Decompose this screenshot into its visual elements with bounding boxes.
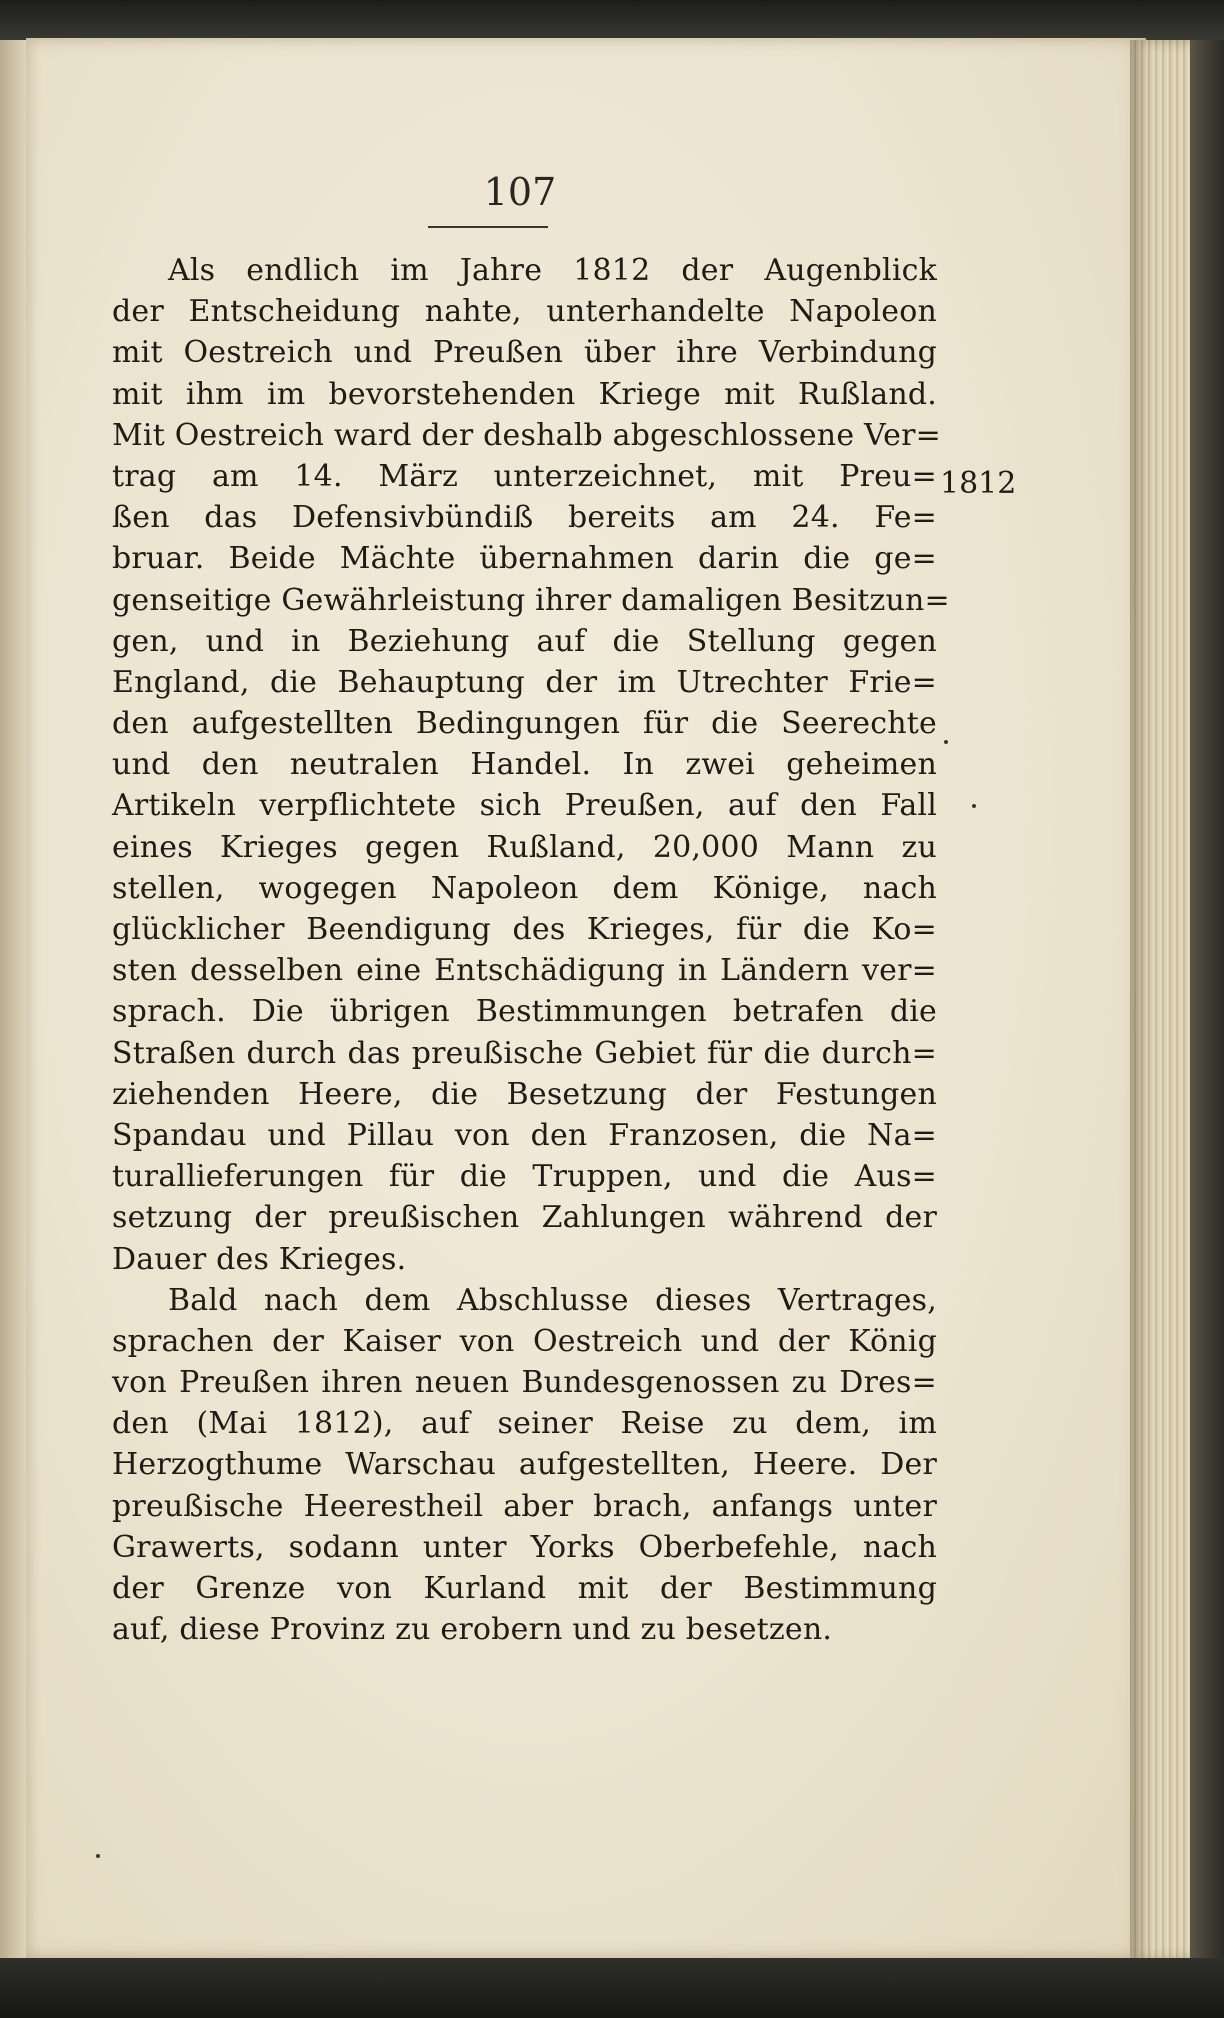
text-line: mit ihm im bevorstehenden Kriege mit Rußland. (112, 376, 937, 412)
text-line: Grawerts, sodann unter Yorks Oberbefehle, nach (112, 1529, 937, 1565)
text-line: preußische Heerestheil aber brach, anfangs unter (112, 1488, 937, 1524)
text-line: den aufgestellten Bedingungen für die Seerechte (112, 706, 937, 742)
text-line: Straßen durch das preußische Gebiet für die durch= (112, 1035, 937, 1071)
text-line: gen, und in Beziehung auf die Stellung gegen (112, 623, 937, 659)
body-text (112, 250, 950, 1650)
text-line: von Preußen ihren neuen Bundesgenossen zu Dres= (112, 1365, 937, 1401)
scan-top-edge (0, 0, 1224, 42)
text-line: Bald nach dem Abschlusse dieses Vertrages, (168, 1282, 937, 1318)
text-line: Als endlich im Jahre 1812 der Augenblick (168, 253, 937, 288)
text-line: Artikeln verpflichtete sich Preußen, auf den Fall (112, 788, 937, 824)
text-line: auf, diese Provinz zu erobern und zu besetzen. (112, 1612, 833, 1648)
scan-bottom-edge (0, 1958, 1224, 2018)
text-line: ßen das Defensivbündiß bereits am 24. Fe= (112, 500, 937, 536)
text-line: den (Mai 1812), auf seiner Reise zu dem, im (112, 1406, 937, 1442)
text-line: trag am 14. März unterzeichnet, mit Preu= (112, 458, 937, 494)
header-rule (428, 226, 548, 228)
paper-speck (972, 804, 976, 808)
text-line: sten desselben eine Entschädigung in Ländern ver= (112, 953, 937, 989)
text-line: Mit Oestreich ward der deshalb abgeschlossene Ver= (112, 417, 941, 453)
book-cover-edge (1190, 40, 1224, 1960)
text-line: bruar. Beide Mächte übernahmen darin die ge= (112, 541, 937, 577)
text-line: genseitige Gewährleistung ihrer damaligen Besitzun= (112, 582, 950, 618)
text-line: mit Oestreich und Preußen über ihre Verbindung (112, 335, 937, 371)
left-page-edge (0, 40, 28, 1970)
text-line: setzung der preußischen Zahlungen während der (112, 1200, 937, 1236)
text-line: stellen, wogegen Napoleon dem Könige, nach (112, 870, 937, 906)
text-line: Herzogthume Warschau aufgestellten, Heere. Der (112, 1447, 937, 1483)
paper-speck (944, 740, 948, 744)
text-line: sprachen der Kaiser von Oestreich und der König (112, 1323, 937, 1359)
text-line: eines Krieges gegen Rußland, 20,000 Mann zu (112, 829, 937, 865)
paper-speck (96, 1854, 100, 1858)
text-line: England, die Behauptung der im Utrechter Frie= (112, 664, 937, 700)
text-line: glücklicher Beendigung des Krieges, für die Ko= (112, 912, 937, 947)
page-number: 107 (483, 170, 557, 214)
text-line: der Entscheidung nahte, unterhandelte Napoleon (112, 294, 937, 330)
margin-year-note: 1812 (940, 466, 1017, 501)
text-line: turallieferungen für die Truppen, und die Aus= (112, 1159, 937, 1195)
text-line: der Grenze von Kurland mit der Bestimmung (112, 1571, 937, 1606)
text-line: Spandau und Pillau von den Franzosen, die Na= (112, 1117, 937, 1153)
text-line: und den neutralen Handel. In zwei geheimen (112, 747, 937, 783)
text-line: ziehenden Heere, die Besetzung der Festungen (112, 1076, 937, 1112)
text-line: Dauer des Krieges. (112, 1241, 407, 1277)
text-line: sprach. Die übrigen Bestimmungen betrafen die (112, 994, 937, 1030)
